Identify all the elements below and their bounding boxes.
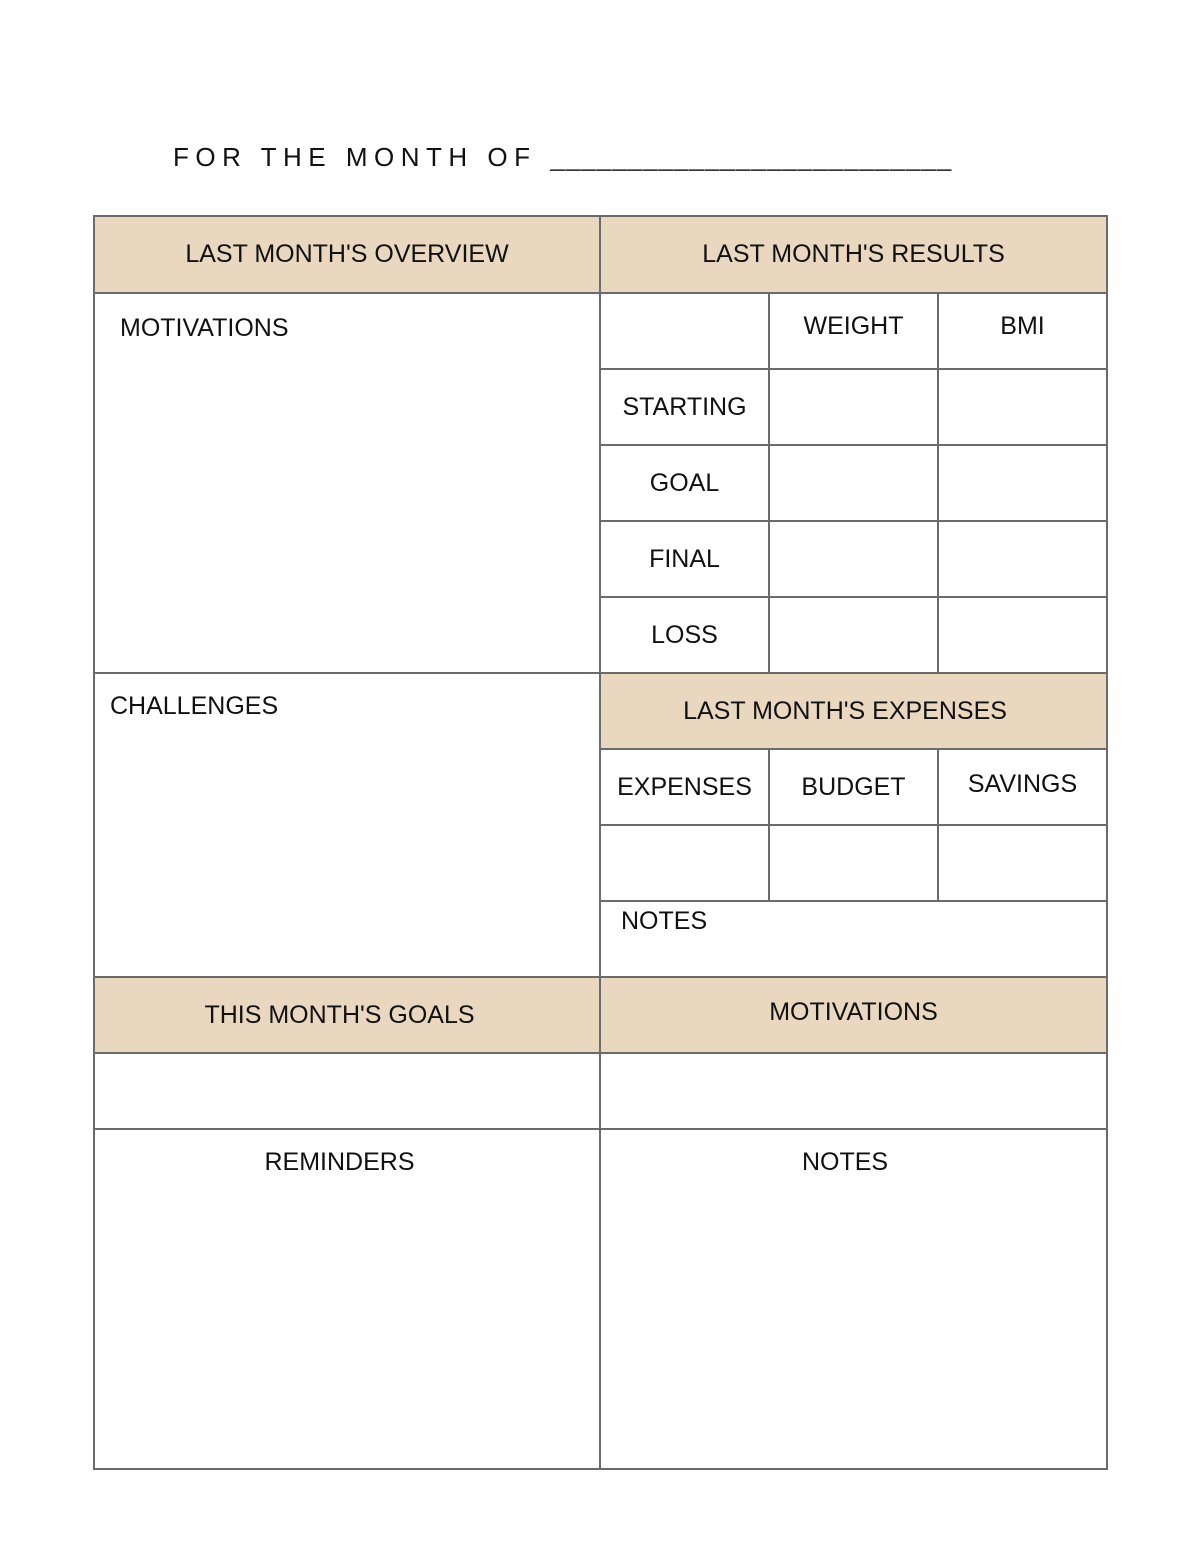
loss-label: LOSS [651,620,718,649]
expenses-label: EXPENSES [617,772,752,801]
goal-weight-cell[interactable] [768,444,939,522]
row-starting-label [599,368,770,446]
budget-col [768,748,939,826]
expenses-notes-box[interactable] [599,900,1108,978]
final-weight-cell[interactable] [768,520,939,598]
page-title [173,142,952,173]
motivations-label: MOTIVATIONS [120,314,289,342]
goals-header [93,976,601,1054]
expenses-value-cell[interactable] [599,824,770,902]
budget-label: BUDGET [801,772,906,801]
starting-label: STARTING [622,392,747,421]
loss-bmi-cell[interactable] [937,596,1108,674]
results-header-text: LAST MONTH'S RESULTS [702,240,1005,268]
notes-label: NOTES [801,1148,889,1176]
starting-weight-cell[interactable] [768,368,939,446]
savings-value-cell[interactable] [937,824,1108,902]
bmi-label: BMI [1000,311,1045,340]
expenses-header [599,672,1108,750]
motivations-box[interactable] [93,292,601,674]
motivations-entry-cell[interactable] [599,1052,1108,1130]
reminders-label: REMINDERS [264,1148,415,1176]
goals-entry-cell[interactable] [93,1052,601,1130]
motivations-header-text: MOTIVATIONS [769,997,938,1026]
savings-col [937,748,1108,826]
expenses-notes-label: NOTES [621,907,708,935]
savings-label: SAVINGS [967,769,1078,798]
starting-bmi-cell[interactable] [937,368,1108,446]
month-blank-line[interactable]: __________________________ [550,142,953,172]
final-label: FINAL [649,544,720,573]
results-header [599,215,1108,294]
motivations-header [599,976,1108,1054]
weight-label: WEIGHT [803,311,904,340]
notes-box[interactable] [599,1128,1108,1470]
expenses-header-text: LAST MONTH'S EXPENSES [683,696,1007,725]
expenses-col [599,748,770,826]
results-corner-cell [599,292,770,370]
row-goal-label [599,444,770,522]
goals-header-text: THIS MONTH'S GOALS [204,1000,475,1029]
row-final-label [599,520,770,598]
goal-bmi-cell[interactable] [937,444,1108,522]
loss-weight-cell[interactable] [768,596,939,674]
final-bmi-cell[interactable] [937,520,1108,598]
challenges-box[interactable] [93,672,601,978]
results-col-bmi [937,292,1108,370]
goal-label: GOAL [649,468,720,497]
budget-value-cell[interactable] [768,824,939,902]
title-label: FOR THE MONTH OF [173,142,537,172]
overview-header [93,215,601,294]
challenges-label: CHALLENGES [110,692,279,720]
overview-header-text: LAST MONTH'S OVERVIEW [185,240,509,268]
row-loss-label [599,596,770,674]
reminders-box[interactable] [93,1128,601,1470]
results-col-weight [768,292,939,370]
